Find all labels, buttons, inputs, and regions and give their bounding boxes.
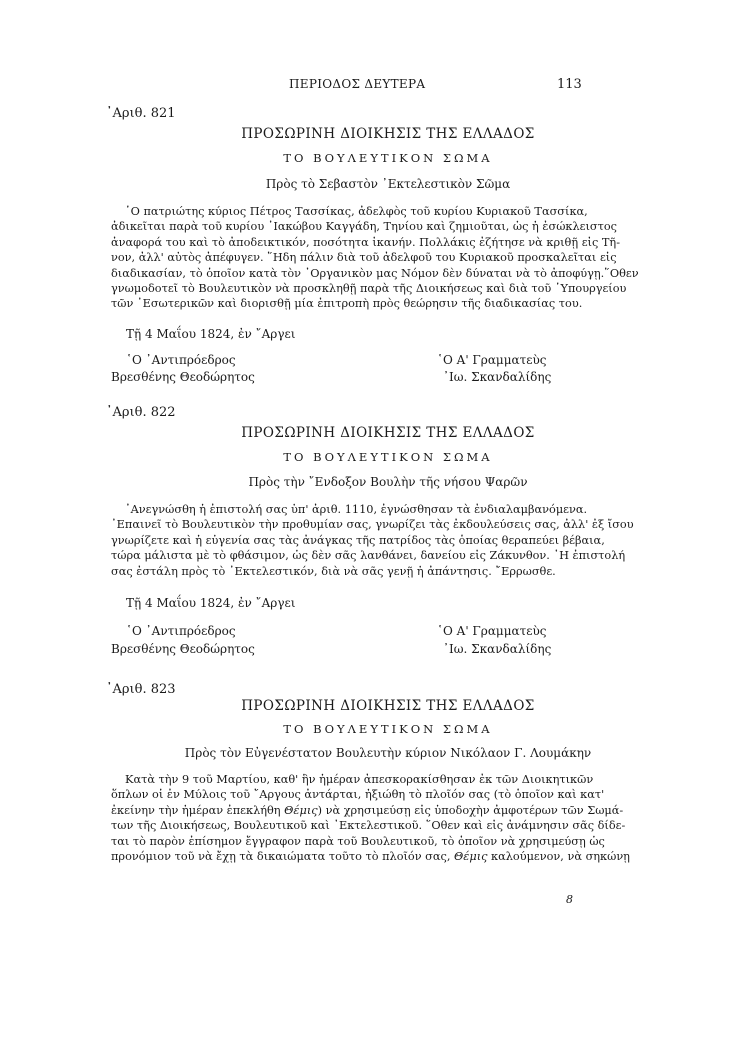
doc-821-subtitle: ΤΟ ΒΟΥΛΕΥΤΙΚΟΝ ΣΩΜΑ [283, 151, 493, 165]
doc-822-sig-left-name: Βρεσθένης Θεοδώρητος [111, 642, 255, 656]
doc-823-number: ᾿Αριθ. 823 [106, 682, 176, 697]
doc-823-subtitle: ΤΟ ΒΟΥΛΕΥΤΙΚΟΝ ΣΩΜΑ [283, 722, 493, 736]
doc-823-recipient: Πρὸς τὸν Εὐγενέστατον Βουλευτὴν κύριον Νικόλαον Γ. Λουμάκην [184, 746, 592, 760]
doc-823-line-6 [111, 849, 630, 864]
ship-name-close-paren: ) [317, 803, 323, 817]
doc-822-line-2: ᾿Επαινεῖ τὸ Βουλευτικὸν τὴν προθυμίαν σας, γνωρίζει τὰς ἐκδουλεύσεις σας, ἀλλ' ἐξ ἴσου [111, 518, 634, 532]
doc-821-line-4: νον, ἀλλ' αὐτὸς ἀπέφυγεν. ῞Ηδη πάλιν διὰ τοῦ ἀδελφοῦ του Κυριακοῦ προσκαλεῖται εἰς [111, 251, 617, 265]
doc-821-line-6: γνωμοδοτεῖ τὸ Βουλευτικὸν νὰ προσκληθῇ παρὰ τῆς Διοικήσεως καὶ διὰ τοῦ ῾Υπουργείου [111, 282, 627, 296]
doc-821-recipient: Πρὸς τὸ Σεβαστὸν ᾿Εκτελεστικὸν Σῶμα [265, 177, 511, 191]
doc-821-line-5: διαδικασίαν, τὸ ὁποῖον κατὰ τὸν ᾿Οργανικὸν μας Νόμον δὲν δύναται νὰ τὸ ἀποφύγῃ.῞Οθεν [111, 266, 639, 280]
doc-821-line-7: τῶν ᾿Εσωτερικῶν καὶ διορισθῇ μία ἐπιτροπὴ πρὸς θεώρησιν τῆς διαδικασίας του. [111, 297, 583, 311]
ship-name-themis-2: Θέμις [454, 850, 488, 864]
doc-821-date: Τῇ 4 Μαΐου 1824, ἐν ῎Αργει [126, 327, 296, 341]
doc-823-line-3 [111, 803, 624, 818]
doc-823-line-3-end: νὰ χρησιμεύσῃ εἰς ὑποδοχὴν ἀμφοτέρων τῶν Σωμά- [325, 803, 624, 817]
doc-821-sig-left-role: ῾Ο ᾿Αντιπρόεδρος [126, 353, 236, 367]
doc-821-line-2: ἀδικεῖται παρὰ τοῦ κυρίου ᾿Ιακώβου Καγγάδη, Τηνίου καὶ ζημιοῦται, ὡς ἡ ἐσώκλειστος [111, 220, 617, 234]
doc-822-sig-right-role: ῾Ο Α' Γραμματεὺς [437, 624, 547, 638]
doc-823-title: ΠΡΟΣΩΡΙΝΗ ΔΙΟΙΚΗΣΙΣ ΤΗΣ ΕΛΛΑΔΟΣ [241, 698, 535, 714]
doc-823-line-5: ται τὸ παρὸν ἐπίσημον ἔγγραφον παρὰ τοῦ Βουλευτικοῦ, τὸ ὁποῖον νὰ χρησιμεύσῃ ὡς [111, 834, 605, 848]
doc-822-number: ᾿Αριθ. 822 [106, 405, 176, 420]
doc-823-line-3-start: ἐκείνην τὴν ἡμέραν ἐπεκλήθη [111, 803, 281, 817]
doc-822-date: Τῇ 4 Μαΐου 1824, ἐν ῎Αργει [126, 596, 296, 610]
doc-823-body [111, 772, 630, 864]
doc-821-number: ᾿Αριθ. 821 [106, 106, 176, 121]
doc-822-line-3: γνωρίζετε καὶ ἡ εὐγενία σας τὰς ἀνάγκας τῆς πατρίδος τὰς ὁποίας θεραπεύει βέβαια, [111, 533, 605, 547]
doc-822-line-4: τώρα μάλιστα μὲ τὸ φθάσιμον, ὡς δὲν σᾶς λανθάνει, δανείου εἰς Ζάκυνθον. ῾Η ἐπιστολή [111, 549, 626, 563]
doc-822-line-1: ᾿Ανεγνώσθη ἡ ἐπιστολή σας ὑπ' ἀριθ. 1110, ἐγνώσθησαν τὰ ἐνδιαλαμβανόμενα. [125, 503, 588, 516]
doc-822-recipient: Πρὸς τὴν ῎Ενδοξον Βουλὴν τῆς νήσου Ψαρῶν [248, 475, 528, 489]
doc-823-line-6-end: καλούμενον, νὰ σηκώνῃ [491, 850, 630, 864]
page-number: 113 [557, 77, 582, 92]
doc-821-sig-right-role: ῾Ο Α' Γραμματεὺς [437, 353, 547, 367]
ship-name-themis: Θέμις [284, 803, 318, 817]
signature-mark: 8 [566, 893, 573, 906]
doc-822-sig-left-role: ῾Ο ᾿Αντιπρόεδρος [126, 624, 236, 638]
doc-822-subtitle: ΤΟ ΒΟΥΛΕΥΤΙΚΟΝ ΣΩΜΑ [283, 450, 493, 464]
doc-821-body [111, 204, 639, 312]
doc-821-title: ΠΡΟΣΩΡΙΝΗ ΔΙΟΙΚΗΣΙΣ ΤΗΣ ΕΛΛΑΔΟΣ [241, 126, 535, 142]
doc-821-line-3: ἀναφορά του καὶ τὸ ἀποδεικτικόν, ποσότητα ἱκανήν. Πολλάκις ἐζήτησε νὰ κριθῇ εἰς Τῆ- [111, 235, 621, 249]
doc-822-title: ΠΡΟΣΩΡΙΝΗ ΔΙΟΙΚΗΣΙΣ ΤΗΣ ΕΛΛΑΔΟΣ [241, 425, 535, 441]
running-title: ΠΕΡΙΟΔΟΣ ΔΕΥΤΕΡΑ [289, 77, 426, 91]
doc-822-sig-right-name: ᾿Ιω. Σκανδαλίδης [443, 642, 552, 656]
doc-823-line-2: ὅπλων οἱ ἐν Μύλοις τοῦ ῎Αργους ἀντάρται, ἠξιώθη τὸ πλοῖόν σας (τὸ ὁποῖον καὶ κατ' [111, 788, 605, 802]
doc-821-line-1: ῾Ο πατριώτης κύριος Πέτρος Τασσίκας, ἀδελφὸς τοῦ κυρίου Κυριακοῦ Τασσίκα, [125, 205, 588, 218]
doc-821-sig-left-name: Βρεσθένης Θεοδώρητος [111, 370, 255, 384]
doc-822-line-5: σας ἐστάλη πρὸς τὸ ᾿Εκτελεστικόν, διὰ νὰ σᾶς γενῇ ἡ ἀπάντησις. ῎Ερρωσθε. [111, 564, 556, 578]
doc-821-sig-right-name: ᾿Ιω. Σκανδαλίδης [443, 370, 552, 384]
doc-823-line-4: των τῆς Διοικήσεως, Βουλευτικοῦ καὶ ᾿Εκτελεστικοῦ. ῞Οθεν καὶ εἰς ἀνάμνησιν σᾶς δίδε- [111, 819, 626, 833]
doc-823-line-6-start: προνόμιον τοῦ νὰ ἔχῃ τὰ δικαιώματα τοῦτο τὸ πλοῖόν σας, [111, 850, 451, 864]
doc-822-body [111, 502, 634, 579]
doc-823-line-1: Κατὰ τὴν 9 τοῦ Μαρτίου, καθ' ἣν ἡμέραν ἀπεσκορακίσθησαν ἐκ τῶν Διοικητικῶν [125, 773, 594, 786]
